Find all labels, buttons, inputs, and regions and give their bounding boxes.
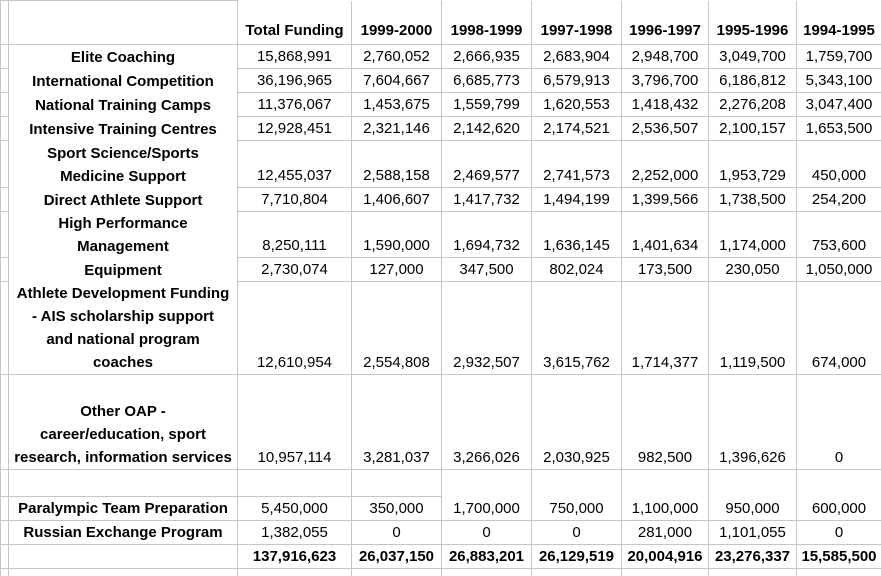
margin-cell[interactable] xyxy=(1,212,9,258)
value-cell[interactable] xyxy=(352,470,442,497)
value-cell[interactable]: 6,579,913 xyxy=(532,69,622,93)
row-label-line: Paralympic Team Preparation xyxy=(18,500,228,517)
row-label-line: coaches xyxy=(93,354,153,371)
empty-row xyxy=(1,470,881,497)
value-cell[interactable]: 3,796,700 xyxy=(622,69,709,93)
value-cell[interactable]: 3,615,762 xyxy=(532,282,622,375)
value-cell[interactable]: 2,030,925 xyxy=(532,375,622,470)
row-label-line: Direct Athlete Support xyxy=(44,192,203,209)
row-label-line: Sport Science/Sports xyxy=(47,145,199,162)
value-cell[interactable]: 8,250,111 xyxy=(238,212,352,258)
value-cell[interactable]: 450,000 xyxy=(797,141,881,188)
value-cell[interactable] xyxy=(709,470,797,497)
value-cell[interactable]: 950,000 xyxy=(709,497,797,521)
value-cell[interactable] xyxy=(238,470,352,497)
empty-row xyxy=(1,569,881,576)
year-column-header[interactable]: 1994-1995 xyxy=(797,1,881,45)
value-cell[interactable]: 600,000 xyxy=(797,497,881,521)
value-cell[interactable]: 1,559,799 xyxy=(442,93,532,117)
total-value-cell[interactable]: 26,037,150 xyxy=(352,545,442,569)
margin-cell[interactable] xyxy=(1,282,9,375)
table-row xyxy=(1,188,881,212)
value-cell[interactable]: 2,536,507 xyxy=(622,117,709,141)
total-value-cell[interactable]: 23,276,337 xyxy=(709,545,797,569)
row-label-line: High Performance xyxy=(58,215,187,232)
table-row xyxy=(1,521,881,545)
value-cell[interactable]: 2,554,808 xyxy=(352,282,442,375)
total-value-cell[interactable]: 26,883,201 xyxy=(442,545,532,569)
value-cell[interactable]: 1,653,500 xyxy=(797,117,881,141)
row-label-cell[interactable] xyxy=(9,282,238,375)
value-cell[interactable]: 2,252,000 xyxy=(622,141,709,188)
total-value-cell[interactable]: 15,585,500 xyxy=(797,545,881,569)
value-cell[interactable] xyxy=(352,569,442,576)
value-cell[interactable]: 2,588,158 xyxy=(352,141,442,188)
margin-cell[interactable] xyxy=(1,45,9,69)
value-cell[interactable]: 12,455,037 xyxy=(238,141,352,188)
value-cell[interactable]: 350,000 xyxy=(352,497,442,521)
value-cell[interactable] xyxy=(622,569,709,576)
value-cell[interactable]: 1,694,732 xyxy=(442,212,532,258)
value-cell[interactable]: 2,666,935 xyxy=(442,45,532,69)
table-row xyxy=(1,141,881,188)
row-label-cell[interactable] xyxy=(9,117,238,141)
value-cell[interactable]: 982,500 xyxy=(622,375,709,470)
margin-cell[interactable] xyxy=(1,188,9,212)
table-row xyxy=(1,117,881,141)
value-cell[interactable]: 2,932,507 xyxy=(442,282,532,375)
margin-cell[interactable] xyxy=(1,470,9,497)
row-label-cell[interactable] xyxy=(9,93,238,117)
value-cell[interactable]: 1,119,500 xyxy=(709,282,797,375)
value-cell[interactable]: 1,494,199 xyxy=(532,188,622,212)
value-cell[interactable]: 347,500 xyxy=(442,258,532,282)
value-cell[interactable] xyxy=(622,470,709,497)
margin-cell[interactable] xyxy=(1,141,9,188)
value-cell[interactable]: 2,741,573 xyxy=(532,141,622,188)
row-label-cell[interactable] xyxy=(9,212,238,258)
value-cell[interactable]: 2,321,146 xyxy=(352,117,442,141)
row-label-cell[interactable] xyxy=(9,470,238,497)
value-cell[interactable]: 1,399,566 xyxy=(622,188,709,212)
value-cell[interactable] xyxy=(532,569,622,576)
value-cell[interactable]: 1,620,553 xyxy=(532,93,622,117)
row-label-line: - AIS scholarship support xyxy=(32,308,214,325)
value-cell[interactable]: 1,406,607 xyxy=(352,188,442,212)
row-label-line: Russian Exchange Program xyxy=(23,524,222,541)
value-cell[interactable]: 2,100,157 xyxy=(709,117,797,141)
value-cell[interactable]: 0 xyxy=(797,375,881,470)
value-cell[interactable]: 0 xyxy=(797,521,881,545)
row-label-line: research, information services xyxy=(14,449,232,466)
value-cell[interactable]: 753,600 xyxy=(797,212,881,258)
margin-cell[interactable] xyxy=(1,1,9,45)
header-row xyxy=(1,1,881,45)
value-cell[interactable]: 1,953,729 xyxy=(709,141,797,188)
table-row xyxy=(1,69,881,93)
value-cell[interactable]: 1,636,145 xyxy=(532,212,622,258)
value-cell[interactable]: 12,928,451 xyxy=(238,117,352,141)
value-cell[interactable]: 7,604,667 xyxy=(352,69,442,93)
year-column-header[interactable]: 1995-1996 xyxy=(709,1,797,45)
table-row xyxy=(1,45,881,69)
value-cell[interactable]: 0 xyxy=(442,521,532,545)
value-cell[interactable]: 1,382,055 xyxy=(238,521,352,545)
value-cell[interactable]: 6,186,812 xyxy=(709,69,797,93)
table-row xyxy=(1,497,881,521)
value-cell[interactable]: 1,396,626 xyxy=(709,375,797,470)
value-cell[interactable]: 2,276,208 xyxy=(709,93,797,117)
value-cell[interactable]: 1,453,675 xyxy=(352,93,442,117)
margin-cell[interactable] xyxy=(1,93,9,117)
value-cell[interactable]: 674,000 xyxy=(797,282,881,375)
value-cell[interactable]: 254,200 xyxy=(797,188,881,212)
year-column-header[interactable]: 1999-2000 xyxy=(352,1,442,45)
value-cell[interactable]: 15,868,991 xyxy=(238,45,352,69)
value-cell[interactable]: 0 xyxy=(532,521,622,545)
value-cell[interactable] xyxy=(442,569,532,576)
row-label-cell[interactable] xyxy=(9,258,238,282)
row-label-line: career/education, sport xyxy=(40,426,206,443)
margin-cell[interactable] xyxy=(1,497,9,521)
table-row xyxy=(1,93,881,117)
total-value-cell[interactable]: 137,916,623 xyxy=(238,545,352,569)
year-column-header[interactable]: Total Funding xyxy=(238,1,352,45)
margin-cell[interactable] xyxy=(1,258,9,282)
row-label-line: and national program xyxy=(46,331,199,348)
corner-header-cell[interactable] xyxy=(9,1,238,45)
value-cell[interactable]: 7,710,804 xyxy=(238,188,352,212)
value-cell[interactable]: 1,417,732 xyxy=(442,188,532,212)
value-cell[interactable] xyxy=(532,470,622,497)
value-cell[interactable]: 12,610,954 xyxy=(238,282,352,375)
row-label-line: Management xyxy=(77,238,169,255)
row-label-line: Athlete Development Funding xyxy=(17,285,230,302)
row-label-line: International Competition xyxy=(32,73,214,90)
value-cell[interactable]: 1,100,000 xyxy=(622,497,709,521)
value-cell[interactable]: 10,957,114 xyxy=(238,375,352,470)
value-cell[interactable]: 1,418,432 xyxy=(622,93,709,117)
value-cell[interactable]: 5,450,000 xyxy=(238,497,352,521)
value-cell[interactable]: 1,714,377 xyxy=(622,282,709,375)
table-row xyxy=(1,212,881,258)
value-cell[interactable]: 2,469,577 xyxy=(442,141,532,188)
row-label-line: Intensive Training Centres xyxy=(29,121,217,138)
table-row xyxy=(1,282,881,375)
value-cell[interactable]: 802,024 xyxy=(532,258,622,282)
year-column-header[interactable]: 1998-1999 xyxy=(442,1,532,45)
value-cell[interactable]: 2,142,620 xyxy=(442,117,532,141)
value-cell[interactable]: 1,738,500 xyxy=(709,188,797,212)
value-cell[interactable]: 2,948,700 xyxy=(622,45,709,69)
table-row xyxy=(1,375,881,470)
value-cell[interactable]: 281,000 xyxy=(622,521,709,545)
value-cell[interactable]: 6,685,773 xyxy=(442,69,532,93)
value-cell[interactable] xyxy=(442,470,532,497)
margin-cell[interactable] xyxy=(1,375,9,470)
margin-cell[interactable] xyxy=(1,569,9,576)
value-cell[interactable]: 127,000 xyxy=(352,258,442,282)
value-cell[interactable]: 1,700,000 xyxy=(442,497,532,521)
row-label-cell[interactable] xyxy=(9,569,238,576)
value-cell[interactable] xyxy=(797,470,881,497)
row-label-line: Equipment xyxy=(84,262,162,279)
value-cell[interactable]: 1,101,055 xyxy=(709,521,797,545)
total-value-cell[interactable]: 26,129,519 xyxy=(532,545,622,569)
value-cell[interactable]: 750,000 xyxy=(532,497,622,521)
row-label-cell[interactable] xyxy=(9,141,238,188)
value-cell[interactable]: 2,174,521 xyxy=(532,117,622,141)
value-cell[interactable]: 3,281,037 xyxy=(352,375,442,470)
value-cell[interactable]: 5,343,100 xyxy=(797,69,881,93)
row-label-cell[interactable] xyxy=(9,69,238,93)
margin-cell[interactable] xyxy=(1,69,9,93)
row-label-cell[interactable] xyxy=(9,497,238,521)
value-cell[interactable]: 11,376,067 xyxy=(238,93,352,117)
total-value-cell[interactable]: 20,004,916 xyxy=(622,545,709,569)
row-label-cell[interactable] xyxy=(9,375,238,470)
value-cell[interactable]: 3,049,700 xyxy=(709,45,797,69)
value-cell[interactable]: 2,760,052 xyxy=(352,45,442,69)
row-label-line: Elite Coaching xyxy=(71,49,175,66)
value-cell[interactable] xyxy=(709,569,797,576)
value-cell[interactable]: 1,174,000 xyxy=(709,212,797,258)
value-cell[interactable]: 173,500 xyxy=(622,258,709,282)
value-cell[interactable]: 230,050 xyxy=(709,258,797,282)
value-cell[interactable]: 1,759,700 xyxy=(797,45,881,69)
table-row xyxy=(1,258,881,282)
margin-cell[interactable] xyxy=(1,521,9,545)
value-cell[interactable]: 36,196,965 xyxy=(238,69,352,93)
value-cell[interactable]: 3,047,400 xyxy=(797,93,881,117)
value-cell[interactable]: 0 xyxy=(352,521,442,545)
row-label-cell[interactable] xyxy=(9,521,238,545)
value-cell[interactable]: 3,266,026 xyxy=(442,375,532,470)
row-label-line: National Training Camps xyxy=(35,97,211,114)
row-label-cell[interactable] xyxy=(9,45,238,69)
value-cell[interactable] xyxy=(238,569,352,576)
value-cell[interactable]: 2,730,074 xyxy=(238,258,352,282)
value-cell[interactable]: 1,590,000 xyxy=(352,212,442,258)
row-label-cell[interactable] xyxy=(9,188,238,212)
value-cell[interactable]: 1,050,000 xyxy=(797,258,881,282)
value-cell[interactable]: 2,683,904 xyxy=(532,45,622,69)
row-label-line: Medicine Support xyxy=(60,168,186,185)
margin-cell[interactable] xyxy=(1,117,9,141)
year-column-header[interactable]: 1996-1997 xyxy=(622,1,709,45)
value-cell[interactable]: 1,401,634 xyxy=(622,212,709,258)
row-label-line: Other OAP - xyxy=(80,403,166,420)
year-column-header[interactable]: 1997-1998 xyxy=(532,1,622,45)
value-cell[interactable] xyxy=(797,569,881,576)
